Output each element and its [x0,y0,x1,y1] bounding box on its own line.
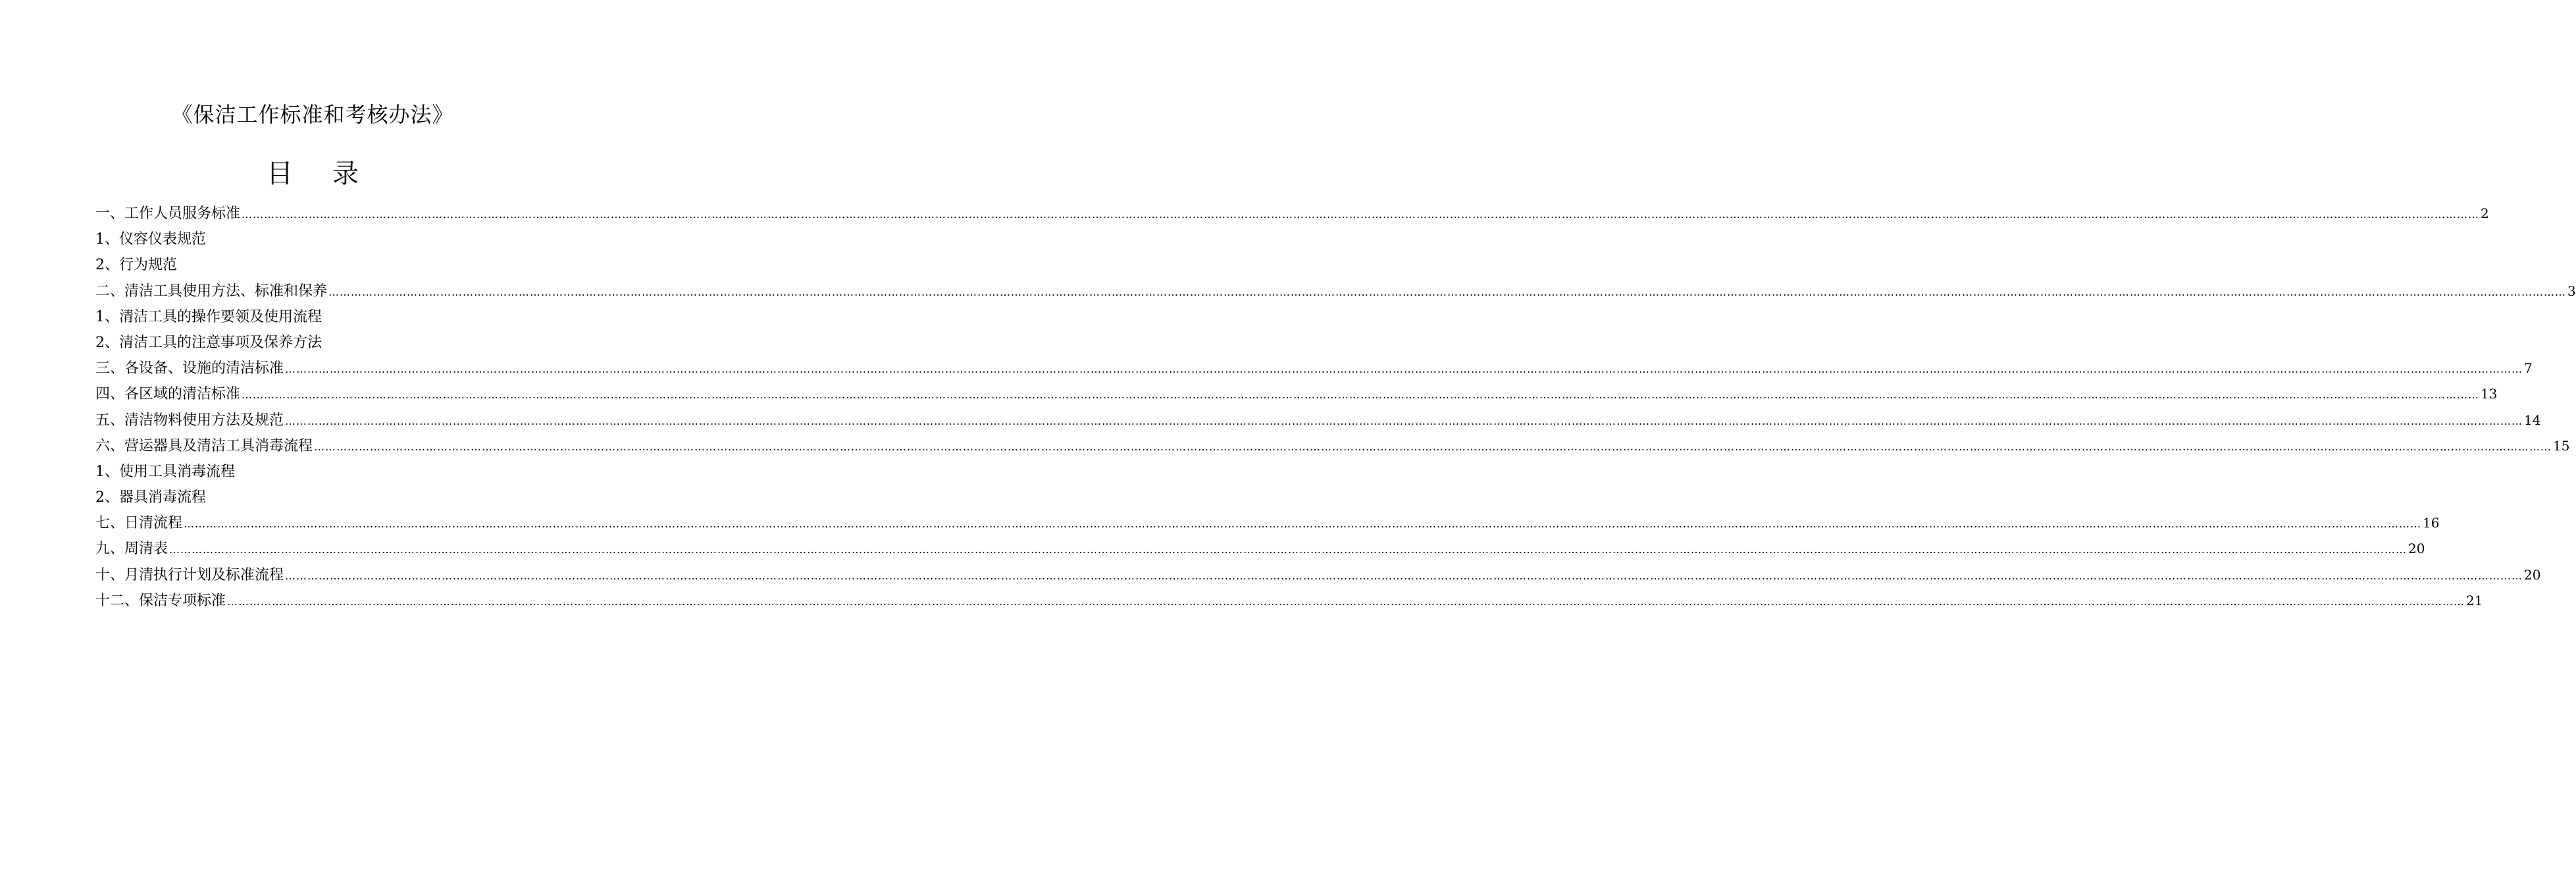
toc-entry [95,304,530,330]
toc-dot-leader: …………………………………………………………………………………………………………………………………………………………………………………………………………………………………………………………………………………………………………………………………………………………………………………………………………………………………………………………………………………………………………………………………………………… [227,595,2465,608]
toc-entry [95,381,2498,407]
toc-entry-label: 五、清洁物料使用方法及规范 [95,412,284,429]
toc-dot-leader: …………………………………………………………………………………………………………………………………………………………………………………………………………………………………………………………………………………………………………………………………………………………………………………………………………………………………………………………………………………………………………………………………………………… [184,518,2422,531]
toc-entry-label: 三、各设备、设施的清洁标准 [95,360,284,377]
toc-entry-page-number: 20 [2408,541,2425,557]
toc-entry-page-number: 21 [2466,592,2483,608]
toc-entry [95,330,530,356]
toc-entry [95,459,530,485]
toc-entry [95,562,2541,588]
document-title: 《保洁工作标准和考核办法》 [171,102,454,127]
toc-entry-page-number: 3 [2567,282,2576,299]
toc-entry-page-number: 20 [2524,566,2541,583]
toc-entry [95,485,530,510]
toc-dot-leader: …………………………………………………………………………………………………………………………………………………………………………………………………………………………………………………………………………………………………………………………………………………………………………………………………………………………………………………………………………………………………………………………………………………… [285,363,2523,376]
toc-entry [95,356,2533,381]
toc-entry-label: 1、清洁工具的操作要领及使用流程 [95,308,322,325]
toc-entry-label: 1、使用工具消毒流程 [95,463,235,480]
toc-entry-label: 2、器具消毒流程 [95,489,206,506]
toc-entry-label: 四、各区域的清洁标准 [95,386,241,403]
toc-entry [95,252,530,278]
table-of-contents [95,201,2576,614]
toc-entry [95,201,2489,227]
toc-dot-leader: …………………………………………………………………………………………………………………………………………………………………………………………………………………………………………………………………………………………………………………………………………………………………………………………………………………………………………………………………………………………………………………………………………………… [328,285,2567,298]
toc-entry [95,510,2440,536]
toc-entry-page-number: 15 [2553,437,2570,454]
toc-entry-label: 2、行为规范 [95,257,177,274]
toc-dot-leader: …………………………………………………………………………………………………………………………………………………………………………………………………………………………………………………………………………………………………………………………………………………………………………………………………………………………………………………………………………………………………………………………………………………… [314,440,2552,453]
toc-entry-page-number: 16 [2423,515,2440,531]
toc-entry-label: 2、清洁工具的注意事项及保养方法 [95,334,322,351]
toc-entry [95,227,530,252]
toc-entry [95,408,2541,433]
toc-entry-label: 1、仪容仪表规范 [95,231,206,248]
toc-entry [95,433,2570,459]
toc-dot-leader: …………………………………………………………………………………………………………………………………………………………………………………………………………………………………………………………………………………………………………………………………………………………………………………………………………………………………………………………………………………………………………………………………………………… [169,543,2408,556]
toc-dot-leader: …………………………………………………………………………………………………………………………………………………………………………………………………………………………………………………………………………………………………………………………………………………………………………………………………………………………………………………………………………………………………………………………………………………… [285,569,2523,582]
toc-entry [95,536,2425,562]
toc-entry-page-number: 2 [2481,205,2489,221]
toc-entry-label: 一、工作人员服务标准 [95,205,241,222]
toc-entry-label: 六、营运器具及清洁工具消毒流程 [95,437,313,454]
toc-entry-label: 二、清洁工具使用方法、标准和保养 [95,282,328,300]
toc-entry-label: 七、日清流程 [95,515,183,532]
toc-entry-page-number: 14 [2524,412,2541,428]
toc-dot-leader: …………………………………………………………………………………………………………………………………………………………………………………………………………………………………………………………………………………………………………………………………………………………………………………………………………………………………………………………………………………………………………………………………………………… [242,208,2480,221]
toc-entry-page-number: 7 [2524,360,2533,377]
toc-entry-label: 十、月清执行计划及标准流程 [95,566,284,583]
toc-heading: 目录 [267,159,398,189]
toc-dot-leader: …………………………………………………………………………………………………………………………………………………………………………………………………………………………………………………………………………………………………………………………………………………………………………………………………………………………………………………………………………………………………………………………………………………… [242,389,2480,402]
toc-entry-label: 十二、保洁专项标准 [95,592,226,609]
toc-entry-label: 九、周清表 [95,541,168,558]
toc-entry [95,279,2576,304]
toc-dot-leader: …………………………………………………………………………………………………………………………………………………………………………………………………………………………………………………………………………………………………………………………………………………………………………………………………………………………………………………………………………………………………………………………………………………… [285,414,2523,427]
toc-entry-page-number: 13 [2481,386,2498,402]
toc-entry [95,588,2483,614]
